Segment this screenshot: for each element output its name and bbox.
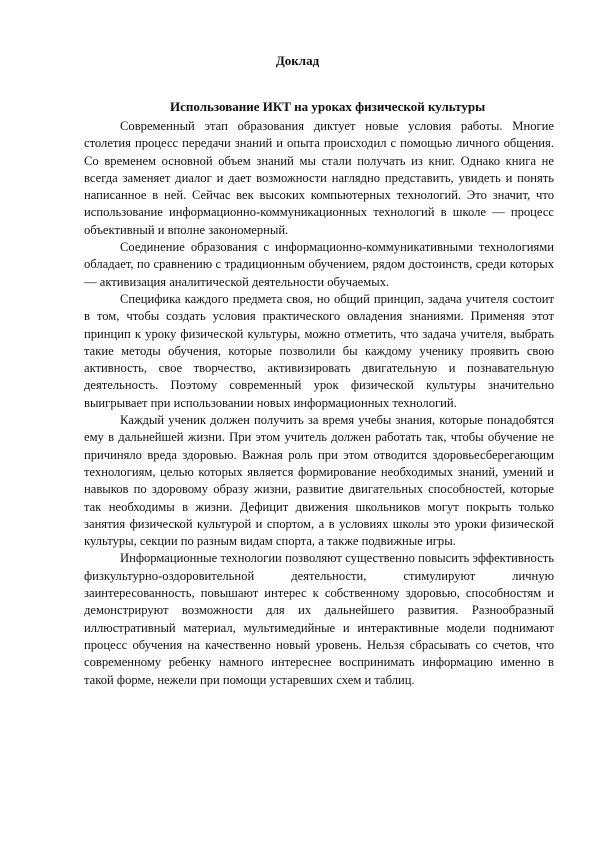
paragraph-1: Современный этап образования диктует новые условия работы. Многие столетия процесс передачи знаний и опыта происходил с помощью личного общения. Со временем основной объем знаний мы стали получать из книг. Однако книга не всегда заменяет диалог и дает возможности наглядно представить, увидеть и понять написанное в ней. Сейчас век высоких компьютерных технологий. Это значит, что использование информационно-коммуникационных технологий в школе — процесс объективный и вполне закономерный. [84, 119, 554, 237]
paragraph-2: Соединение образования с информационно-коммуникативными технологиями обладает, по сравнению с традиционным обучением, рядом достоинств, среди которых — активизация аналитической деятельности обучаемых. [84, 240, 554, 289]
document-body [84, 118, 554, 689]
paragraph-5: Информационные технологии позволяют существенно повысить эффективность физкультурно-оздоровительной деятельности, стимулируют личную заинтересованность, повышают интерес к собственному здоровью, способностям и демонстрируют возможности для их дальнейшего развития. Разнообразный иллюстративный материал, мультимедийные и интерактивные модели поднимают процесс обучения на качественно новый уровень. Нельзя сбрасывать со счетов, что современному ребенку намного интереснее воспринимать информацию именно в такой форме, нежели при помощи устаревших схем и таблиц. [84, 551, 554, 687]
document-subtitle: Использование ИКТ на уроках физической культуры [170, 99, 486, 114]
document-title: Доклад [275, 53, 320, 68]
paragraph-4: Каждый ученик должен получить за время учебы знания, которые понадобятся ему в дальнейшей жизни. При этом учитель должен работать так, чтобы обучение не причиняло вреда здоровью. Важная роль при этом отводится здоровьесберегающим технологиям, целью которых является формирование необходимых знаний, умений и навыков по здоровому образу жизни, развитие двигательных способностей, которые так необходимы в жизни. Дефицит движения школьников могут покрыть только занятия физической культурой и спортом, а в условиях школы это уроки физической культуры, секции по разным видам спорта, а также подвижные игры. [84, 413, 554, 549]
paragraph-3: Специфика каждого предмета своя, но общий принцип, задача учителя состоит в том, чтобы создать условия практического овладения знаниями. Применяя этот принцип к уроку физической культуры, можно отметить, что задача учителя, выбрать такие методы обучения, которые позволили бы каждому ученику проявить свою активность, свое творчество, активизировать двигательную и познавательную деятельность. Поэтому современный урок физической культуры значительно выигрывает при использовании новых информационных технологий. [84, 291, 554, 410]
